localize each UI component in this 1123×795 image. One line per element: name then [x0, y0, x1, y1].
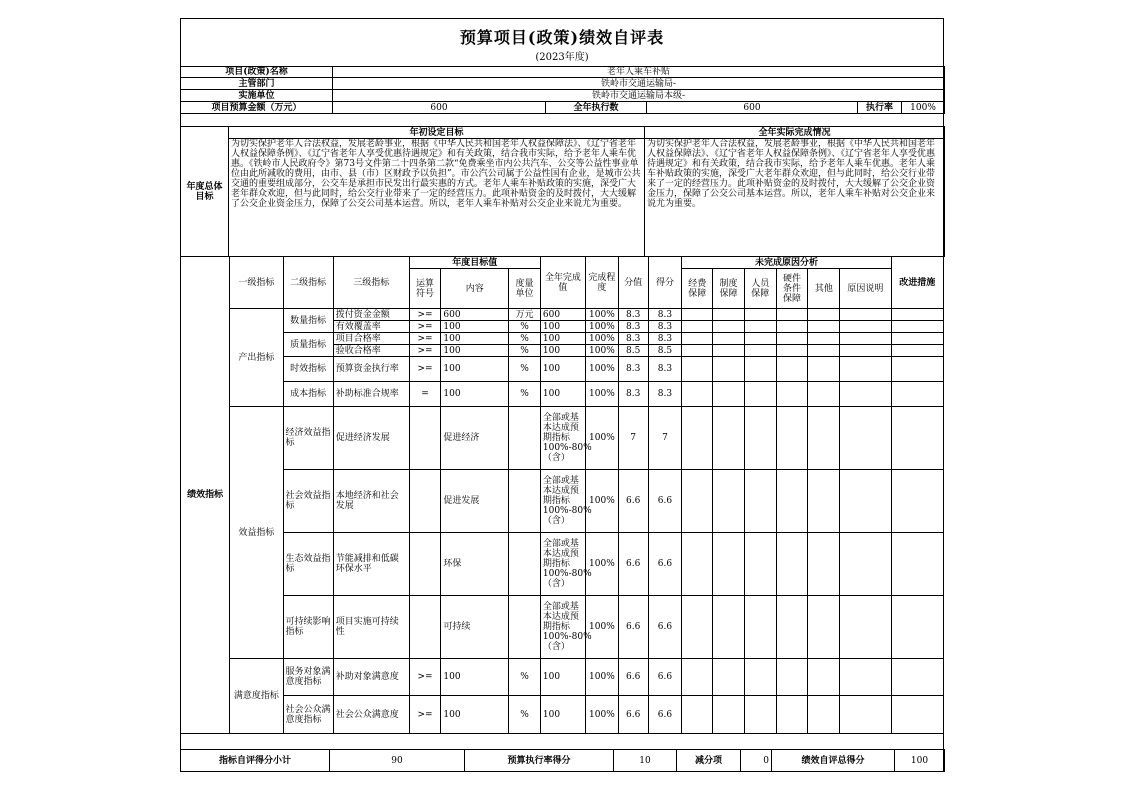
table-row [181, 659, 944, 696]
level2-public-sat: 社会公众满意度指标 [283, 696, 333, 734]
empty-cell [840, 659, 891, 696]
content-cell: 100 [441, 659, 509, 696]
degree-cell: 100% [585, 345, 618, 357]
level2-service-sat: 服务对象满意度指标 [283, 659, 333, 696]
degree-cell: 100% [585, 321, 618, 333]
unit-cell: % [509, 345, 541, 357]
score-cell: 6.6 [648, 696, 682, 734]
degree-cell: 100% [585, 596, 618, 659]
header-actual: 全年完成值 [540, 257, 585, 309]
empty-cell [682, 333, 713, 345]
level3-cell: 本地经济和社会发展 [333, 470, 409, 533]
empty-cell [840, 696, 891, 734]
level3-cell: 预算资金执行率 [333, 357, 409, 382]
info-table [180, 66, 945, 114]
indicators-table [180, 256, 944, 734]
header-reason-other: 其他 [808, 269, 840, 309]
header-level2: 二级指标 [283, 257, 333, 309]
content-cell: 促进经济 [441, 407, 509, 470]
score-cell: 8.3 [648, 309, 682, 321]
year-subtitle: (2023年度) [535, 52, 589, 63]
degree-cell: 100% [585, 659, 618, 696]
total-score-label: 绩效自评总得分 [772, 750, 895, 772]
level3-cell: 有效覆盖率 [333, 321, 409, 333]
header-op: 运算符号 [409, 269, 441, 309]
execution-value: 600 [647, 102, 858, 114]
content-cell: 100 [441, 382, 509, 407]
content-cell: 促进发展 [441, 470, 509, 533]
page-title: 预算项目(政策)绩效自评表 [459, 28, 665, 47]
empty-cell [891, 659, 943, 696]
group-satisfaction: 满意度指标 [230, 659, 283, 734]
empty-cell [744, 345, 776, 357]
level3-cell: 项目合格率 [333, 333, 409, 345]
actual-cell: 全部或基本达成预期指标100%-80%（含） [540, 596, 585, 659]
degree-cell: 100% [585, 470, 618, 533]
empty-cell [891, 596, 943, 659]
empty-cell [891, 345, 943, 357]
header-target-group: 年度目标值 [409, 257, 540, 269]
header-score-full: 分值 [618, 257, 648, 309]
header-degree: 完成程度 [585, 257, 618, 309]
goals-table [180, 126, 945, 257]
empty-cell [744, 596, 776, 659]
actual-result-text: 为切实保护老年人合法权益，发展老龄事业，根据《中华人民共和国老年人权益保障法》、《辽宁省老年人权益保障条例》、《辽宁省老年人享受优惠待遇规定》和有关政策，结合我市实际，给予老年人乘车优惠。老年人乘车补贴政策的实施，深受广大老年群众欢迎，但与此同时，给公交行业带来了一定的经营压力。此项补贴资金的及时拨付，大大缓解了公交企业资金压力，保障了公交公司基本运营。所以，老年人乘车补贴对公交企业来说尤为重要。 [645, 139, 945, 257]
score-cell: 7 [648, 407, 682, 470]
project-name-value: 老年人乘车补贴 [333, 67, 945, 78]
empty-cell [808, 333, 840, 345]
full-score-cell: 8.3 [618, 382, 648, 407]
header-reason-hardware: 硬件条件保障 [776, 269, 808, 309]
empty-cell [744, 696, 776, 734]
level2-quantity: 数量指标 [283, 309, 333, 333]
unit-label: 实施单位 [181, 90, 333, 102]
degree-cell: 100% [585, 696, 618, 734]
degree-cell: 100% [585, 533, 618, 596]
header-reason-group: 未完成原因分析 [682, 257, 891, 269]
unit-cell [509, 596, 541, 659]
level3-cell: 促进经济发展 [333, 407, 409, 470]
unit-cell: % [509, 357, 541, 382]
actual-result-header: 全年实际完成情况 [645, 127, 945, 139]
full-score-cell: 6.6 [618, 696, 648, 734]
budget-score-value: 10 [614, 750, 677, 772]
table-row [181, 596, 944, 659]
actual-cell: 100 [540, 382, 585, 407]
empty-cell [776, 533, 808, 596]
unit-value: 铁岭市交通运输局本级- [333, 90, 945, 102]
header-reason-funding: 经费保障 [682, 269, 713, 309]
header-level1: 一级指标 [230, 257, 283, 309]
empty-cell [808, 659, 840, 696]
score-cell: 8.3 [648, 382, 682, 407]
op-cell: >= [409, 309, 441, 321]
empty-cell [713, 696, 745, 734]
empty-cell [840, 596, 891, 659]
score-cell: 8.3 [648, 321, 682, 333]
actual-cell: 全部或基本达成预期指标100%-80%（含） [540, 470, 585, 533]
level2-sustain: 可持续影响指标 [283, 596, 333, 659]
table-row [181, 696, 944, 734]
op-cell: >= [409, 357, 441, 382]
header-reason-explain: 原因说明 [840, 269, 891, 309]
empty-cell [808, 321, 840, 333]
empty-cell [808, 357, 840, 382]
degree-cell: 100% [585, 333, 618, 345]
empty-cell [744, 357, 776, 382]
empty-cell [776, 407, 808, 470]
budget-label: 项目预算金额（万元） [181, 102, 333, 114]
empty-cell [776, 382, 808, 407]
empty-cell [808, 407, 840, 470]
empty-cell [776, 357, 808, 382]
op-cell [409, 533, 441, 596]
empty-cell [808, 533, 840, 596]
subtotal-label: 指标自评得分小计 [181, 750, 330, 772]
level3-cell: 补助对象满意度 [333, 659, 409, 696]
empty-cell [744, 333, 776, 345]
group-benefit: 效益指标 [230, 407, 283, 659]
actual-cell: 全部或基本达成预期指标100%-80%（含） [540, 407, 585, 470]
full-score-cell: 8.3 [618, 321, 648, 333]
empty-cell [682, 659, 713, 696]
empty-cell [776, 309, 808, 321]
full-score-cell: 7 [618, 407, 648, 470]
empty-cell [713, 345, 745, 357]
empty-cell [713, 357, 745, 382]
content-cell: 环保 [441, 533, 509, 596]
empty-cell [776, 596, 808, 659]
subtotal-value: 90 [330, 750, 465, 772]
unit-cell: % [509, 321, 541, 333]
score-summary-table [180, 749, 945, 772]
table-row [181, 533, 944, 596]
empty-cell [744, 321, 776, 333]
empty-cell [840, 333, 891, 345]
content-cell: 可持续 [441, 596, 509, 659]
table-row [181, 382, 944, 407]
empty-cell [840, 407, 891, 470]
unit-cell: % [509, 659, 541, 696]
header-content: 内容 [441, 269, 509, 309]
content-cell: 100 [441, 321, 509, 333]
header-level3: 三级指标 [333, 257, 409, 309]
empty-cell [891, 407, 943, 470]
actual-cell: 全部或基本达成预期指标100%-80%（含） [540, 533, 585, 596]
full-score-cell: 8.3 [618, 309, 648, 321]
initial-goal-header: 年初设定目标 [229, 127, 645, 139]
empty-cell [744, 533, 776, 596]
empty-cell [808, 382, 840, 407]
unit-cell [509, 470, 541, 533]
empty-cell [713, 382, 745, 407]
actual-cell: 100 [540, 357, 585, 382]
budget-value: 600 [333, 102, 546, 114]
empty-cell [776, 470, 808, 533]
unit-cell: % [509, 333, 541, 345]
full-score-cell: 8.3 [618, 333, 648, 345]
group-output: 产出指标 [230, 309, 283, 407]
empty-cell [713, 596, 745, 659]
score-cell: 6.6 [648, 470, 682, 533]
deduction-value: 0 [741, 750, 772, 772]
empty-cell [744, 382, 776, 407]
header-reason-system: 制度保障 [713, 269, 745, 309]
header-unit: 度量单位 [509, 269, 541, 309]
empty-cell [808, 470, 840, 533]
score-cell: 8.5 [648, 345, 682, 357]
actual-cell: 600 [540, 309, 585, 321]
execution-rate-value: 100% [902, 102, 945, 114]
empty-cell [682, 407, 713, 470]
level3-cell: 社会公众满意度 [333, 696, 409, 734]
actual-cell: 100 [540, 345, 585, 357]
project-name-label: 项目(政策)名称 [181, 67, 333, 78]
level2-economic: 经济效益指标 [283, 407, 333, 470]
degree-cell: 100% [585, 407, 618, 470]
empty-cell [713, 321, 745, 333]
empty-cell [840, 382, 891, 407]
content-cell: 100 [441, 696, 509, 734]
op-cell: >= [409, 696, 441, 734]
score-cell: 6.6 [648, 659, 682, 696]
unit-cell: 万元 [509, 309, 541, 321]
empty-cell [891, 470, 943, 533]
table-row [181, 407, 944, 470]
level3-cell: 节能减排和低碳环保水平 [333, 533, 409, 596]
op-cell [409, 596, 441, 659]
table-row [181, 470, 944, 533]
budget-score-label: 预算执行率得分 [465, 750, 614, 772]
empty-cell [776, 345, 808, 357]
full-score-cell: 6.6 [618, 659, 648, 696]
header-reason-staff: 人员保障 [744, 269, 776, 309]
score-cell: 6.6 [648, 596, 682, 659]
empty-cell [744, 407, 776, 470]
content-cell: 100 [441, 345, 509, 357]
degree-cell: 100% [585, 357, 618, 382]
full-score-cell: 8.5 [618, 345, 648, 357]
title-block [181, 19, 943, 66]
empty-cell [744, 659, 776, 696]
empty-cell [682, 696, 713, 734]
full-score-cell: 6.6 [618, 596, 648, 659]
table-row [181, 333, 944, 345]
unit-cell: % [509, 382, 541, 407]
empty-cell [840, 345, 891, 357]
op-cell: >= [409, 333, 441, 345]
empty-cell [682, 321, 713, 333]
score-cell: 8.3 [648, 357, 682, 382]
initial-goal-text: 为切实保护老年人合法权益，发展老龄事业，根据《中华人民共和国老年人权益保障法》、《辽宁省老年人权益保障条例》、《辽宁省老年人享受优惠待遇规定》和有关政策，结合我市实际，给予老年人乘车优惠。《铁岭市人民政府令》第73号文件第二十四条第二款“免费乘坐市内公共汽车、公交等公益性事业单位由此所减收的费用，由市、县（市）区财政予以负担”。市公汽公司属于公益性国有企业，是城市公共交通的重要组成部分，公交车是承担市民发出行最实惠的方式。老年人乘车补贴政策的实施，深受广大老年群众欢迎，但与此同时，给公交行业带来了一定的经营压力。此项补贴资金的及时拨付，大大缓解了公交企业资金压力，保障了公交公司基本运营。所以，老年人乘车补贴对公交企业来说尤为重要。 [229, 139, 645, 257]
empty-cell [840, 470, 891, 533]
actual-cell: 100 [540, 333, 585, 345]
empty-cell [682, 309, 713, 321]
empty-cell [682, 357, 713, 382]
full-score-cell: 6.6 [618, 533, 648, 596]
table-row [181, 357, 944, 382]
op-cell [409, 470, 441, 533]
empty-cell [776, 659, 808, 696]
table-row [181, 309, 944, 321]
actual-cell: 100 [540, 321, 585, 333]
level3-cell: 补助标准合规率 [333, 382, 409, 407]
op-cell: = [409, 382, 441, 407]
degree-cell: 100% [585, 382, 618, 407]
performance-indicators-label: 绩效指标 [181, 257, 230, 734]
level2-social: 社会效益指标 [283, 470, 333, 533]
header-improve: 改进措施 [891, 257, 943, 309]
empty-cell [840, 309, 891, 321]
empty-cell [808, 345, 840, 357]
unit-cell [509, 533, 541, 596]
empty-cell [840, 533, 891, 596]
unit-cell: % [509, 696, 541, 734]
department-label: 主管部门 [181, 78, 333, 90]
empty-cell [808, 309, 840, 321]
empty-cell [808, 596, 840, 659]
empty-cell [891, 696, 943, 734]
execution-label: 全年执行数 [546, 102, 647, 114]
level3-cell: 拨付资金金额 [333, 309, 409, 321]
empty-cell [682, 470, 713, 533]
unit-cell [509, 407, 541, 470]
empty-cell [776, 696, 808, 734]
degree-cell: 100% [585, 309, 618, 321]
execution-rate-label: 执行率 [858, 102, 902, 114]
op-cell: >= [409, 345, 441, 357]
empty-cell [891, 321, 943, 333]
actual-cell: 100 [540, 696, 585, 734]
department-value: 铁岭市交通运输局- [333, 78, 945, 90]
empty-cell [840, 357, 891, 382]
empty-cell [713, 470, 745, 533]
empty-cell [744, 470, 776, 533]
empty-cell [713, 407, 745, 470]
empty-cell [682, 382, 713, 407]
header-score: 得分 [648, 257, 682, 309]
op-cell: >= [409, 659, 441, 696]
empty-cell [713, 333, 745, 345]
op-cell: >= [409, 321, 441, 333]
empty-cell [682, 596, 713, 659]
full-score-cell: 6.6 [618, 470, 648, 533]
empty-cell [713, 309, 745, 321]
full-score-cell: 8.3 [618, 357, 648, 382]
deduction-label: 减分项 [677, 750, 741, 772]
empty-cell [891, 333, 943, 345]
content-cell: 100 [441, 333, 509, 345]
empty-cell [891, 309, 943, 321]
empty-cell [682, 345, 713, 357]
empty-cell [891, 533, 943, 596]
actual-cell: 100 [540, 659, 585, 696]
empty-cell [891, 382, 943, 407]
empty-cell [682, 533, 713, 596]
score-cell: 6.6 [648, 533, 682, 596]
level2-quality: 质量指标 [283, 333, 333, 357]
empty-cell [840, 321, 891, 333]
content-cell: 600 [441, 309, 509, 321]
level3-cell: 验收合格率 [333, 345, 409, 357]
empty-cell [713, 533, 745, 596]
total-score-value: 100 [895, 750, 945, 772]
empty-cell [808, 696, 840, 734]
empty-cell [776, 321, 808, 333]
empty-cell [891, 357, 943, 382]
content-cell: 100 [441, 357, 509, 382]
score-cell: 8.3 [648, 333, 682, 345]
empty-cell [713, 659, 745, 696]
empty-cell [776, 333, 808, 345]
level2-cost: 成本指标 [283, 382, 333, 407]
level2-ecological: 生态效益指标 [283, 533, 333, 596]
empty-cell [744, 309, 776, 321]
evaluation-sheet [180, 18, 944, 772]
level3-cell: 项目实施可持续性 [333, 596, 409, 659]
level2-timeliness: 时效指标 [283, 357, 333, 382]
overall-goal-label: 年度总体目标 [181, 127, 229, 257]
op-cell [409, 407, 441, 470]
